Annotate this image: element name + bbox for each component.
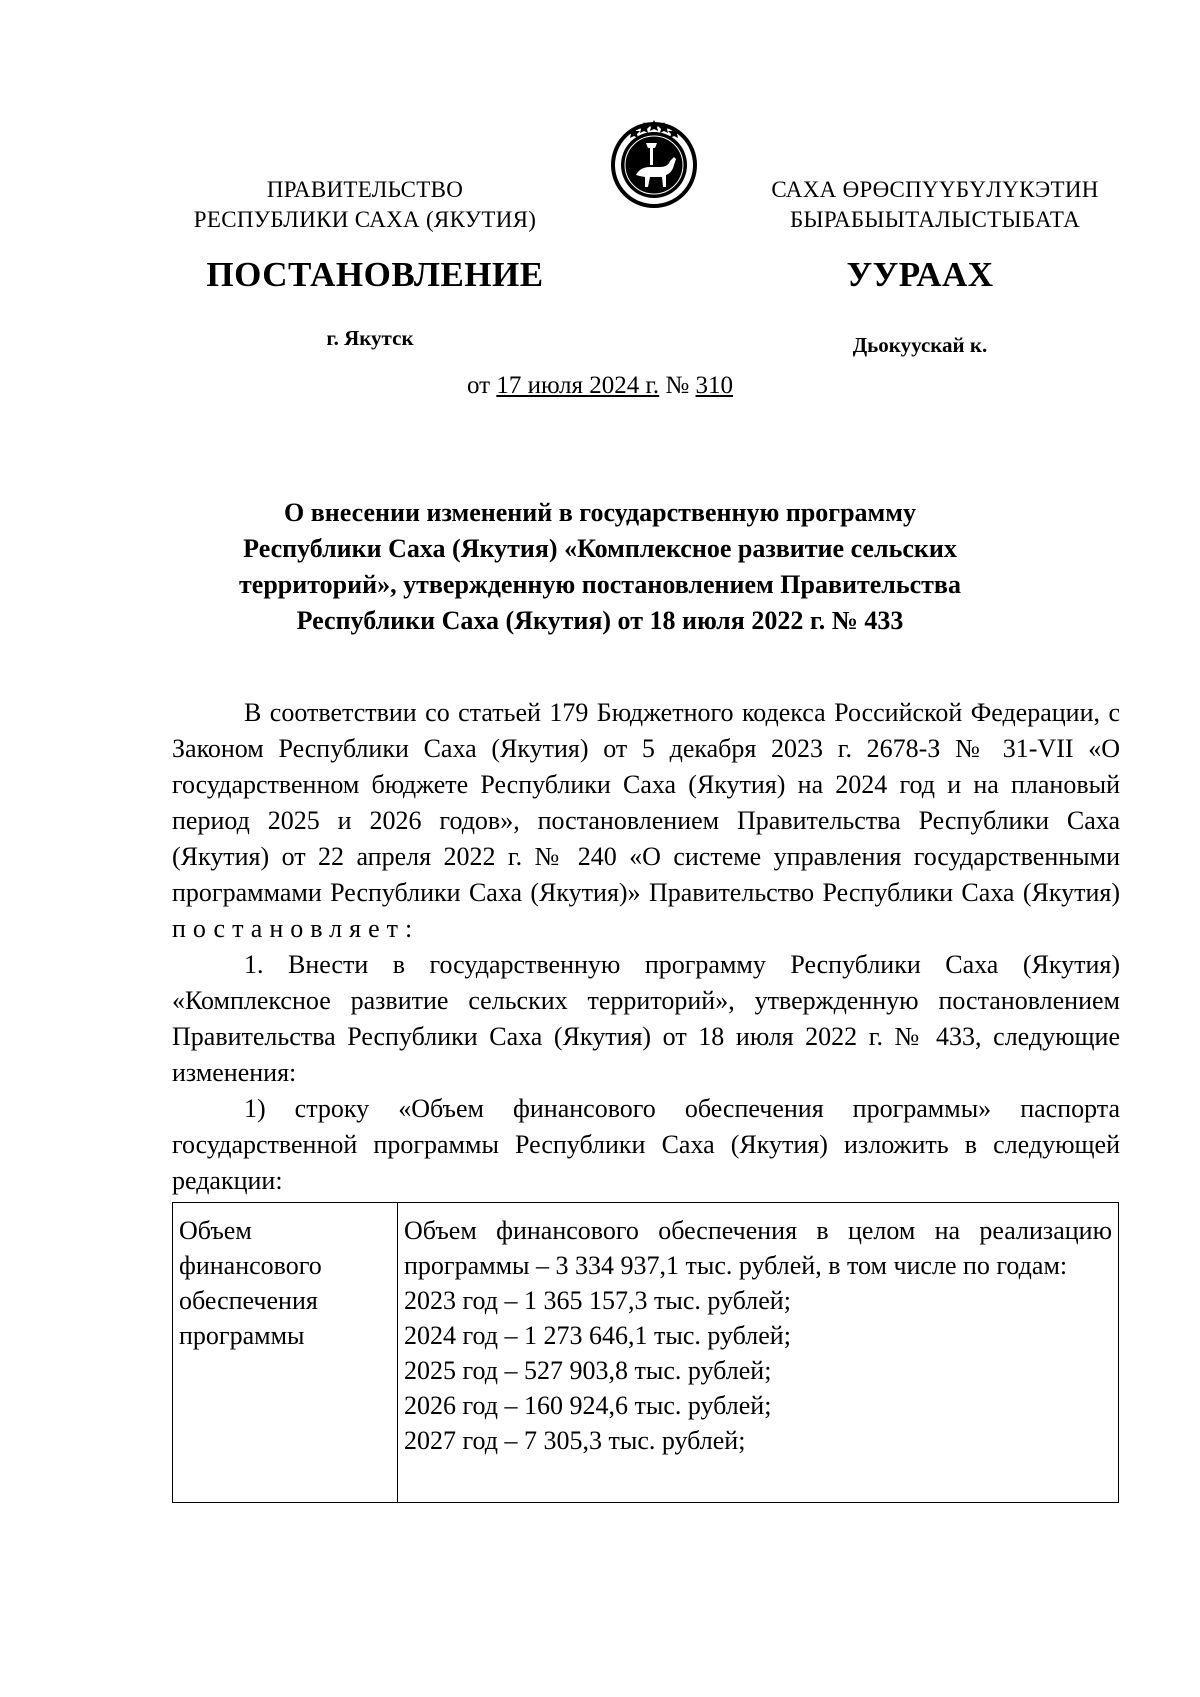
label-line: финансового	[179, 1251, 322, 1280]
document-date-line	[300, 372, 900, 400]
document-heading	[180, 495, 1020, 639]
heading-line1: О внесении изменений в государственную программу	[284, 498, 916, 527]
city-sakha: Дьокуускай к.	[852, 333, 988, 357]
paragraph-1-verb: постановляет:	[172, 914, 420, 943]
header-right-line2: БЫРАБЫЫТАЛЫСТЫБАТА	[789, 207, 1081, 232]
funding-year-row: 2024 год – 1 273 646,1 тыс. рублей;	[404, 1321, 791, 1350]
funding-year-row: 2026 год – 160 924,6 тыс. рублей;	[404, 1391, 772, 1420]
label-line: Объем	[179, 1216, 252, 1245]
document-number: 310	[695, 372, 734, 399]
date-prefix: от	[466, 372, 497, 399]
body-paragraph-3: 1) строку «Объем финансового обеспечения программы» паспорта государственной программы Республики Саха (Якутия) изложить в следующей редакции:	[172, 1094, 1120, 1195]
funding-table	[172, 1202, 1119, 1503]
header-left-line2: РЕСПУБЛИКИ САХА (ЯКУТИЯ)	[193, 207, 537, 232]
heading-line4: Республики Саха (Якутия) от 18 июля 2022 г. № 433	[296, 606, 904, 635]
emblem-graphic	[606, 113, 702, 209]
table-row	[173, 1203, 1119, 1503]
table-label-cell	[173, 1203, 398, 1503]
header-right-block	[745, 175, 1125, 235]
header-left-block	[180, 175, 550, 235]
label-line: программы	[179, 1321, 305, 1350]
document-body	[172, 695, 1120, 1199]
republic-emblem-icon	[606, 113, 702, 209]
number-prefix: №	[659, 372, 696, 399]
funding-year-row: 2027 год – 7 305,3 тыс. рублей;	[404, 1426, 746, 1455]
header-left-line1: ПРАВИТЕЛЬСТВО	[266, 177, 464, 202]
funding-year-row: 2025 год – 527 903,8 тыс. рублей;	[404, 1356, 772, 1385]
funding-intro: Объем финансового обеспечения в целом на реализацию программы – 3 334 937,1 тыс. рублей, в том числе по годам:	[404, 1216, 1112, 1280]
label-line: обеспечения	[179, 1286, 318, 1315]
city-ru: г. Якутск	[326, 326, 414, 350]
document-title-sakha: УУРААХ	[846, 255, 994, 294]
funding-year-row: 2023 год – 1 365 157,3 тыс. рублей;	[404, 1286, 791, 1315]
body-paragraph-2: 1. Внести в государственную программу Республики Саха (Якутия) «Комплексное развитие сельских территорий», утвержденную постановлением Правительства Республики Саха (Якутия) от 18 июля 2022 г. № 433, следующие изменения:	[172, 950, 1120, 1087]
document-title-ru: ПОСТАНОВЛЕНИЕ	[206, 255, 544, 294]
table-value-cell	[398, 1203, 1119, 1503]
paragraph-1-text: В соответствии со статьей 179 Бюджетного кодекса Российской Федерации, с Законом Республики Саха (Якутия) от 5 декабря 2023 г. 2678-З № 31-VII «О государственном бюджете Республики Саха (Якутия) на 2024 год и на плановый период 2025 и 2026 годов», постановлением Правительства Республики Саха (Якутия) от 22 апреля 2022 г. № 240 «О системе управления государственными программами Республики Саха (Якутия)» Правительство Республики Саха (Якутия)	[172, 698, 1120, 907]
document-date: 17 июля 2024 г.	[496, 372, 660, 399]
heading-line3: территорий», утвержденную постановлением Правительства	[239, 570, 961, 599]
body-paragraph-1	[172, 695, 1120, 947]
heading-line2: Республики Саха (Якутия) «Комплексное развитие сельских	[243, 534, 957, 563]
header-right-line1: САХА ӨРӨСПҮҮБҮЛҮКЭТИН	[771, 177, 1099, 202]
